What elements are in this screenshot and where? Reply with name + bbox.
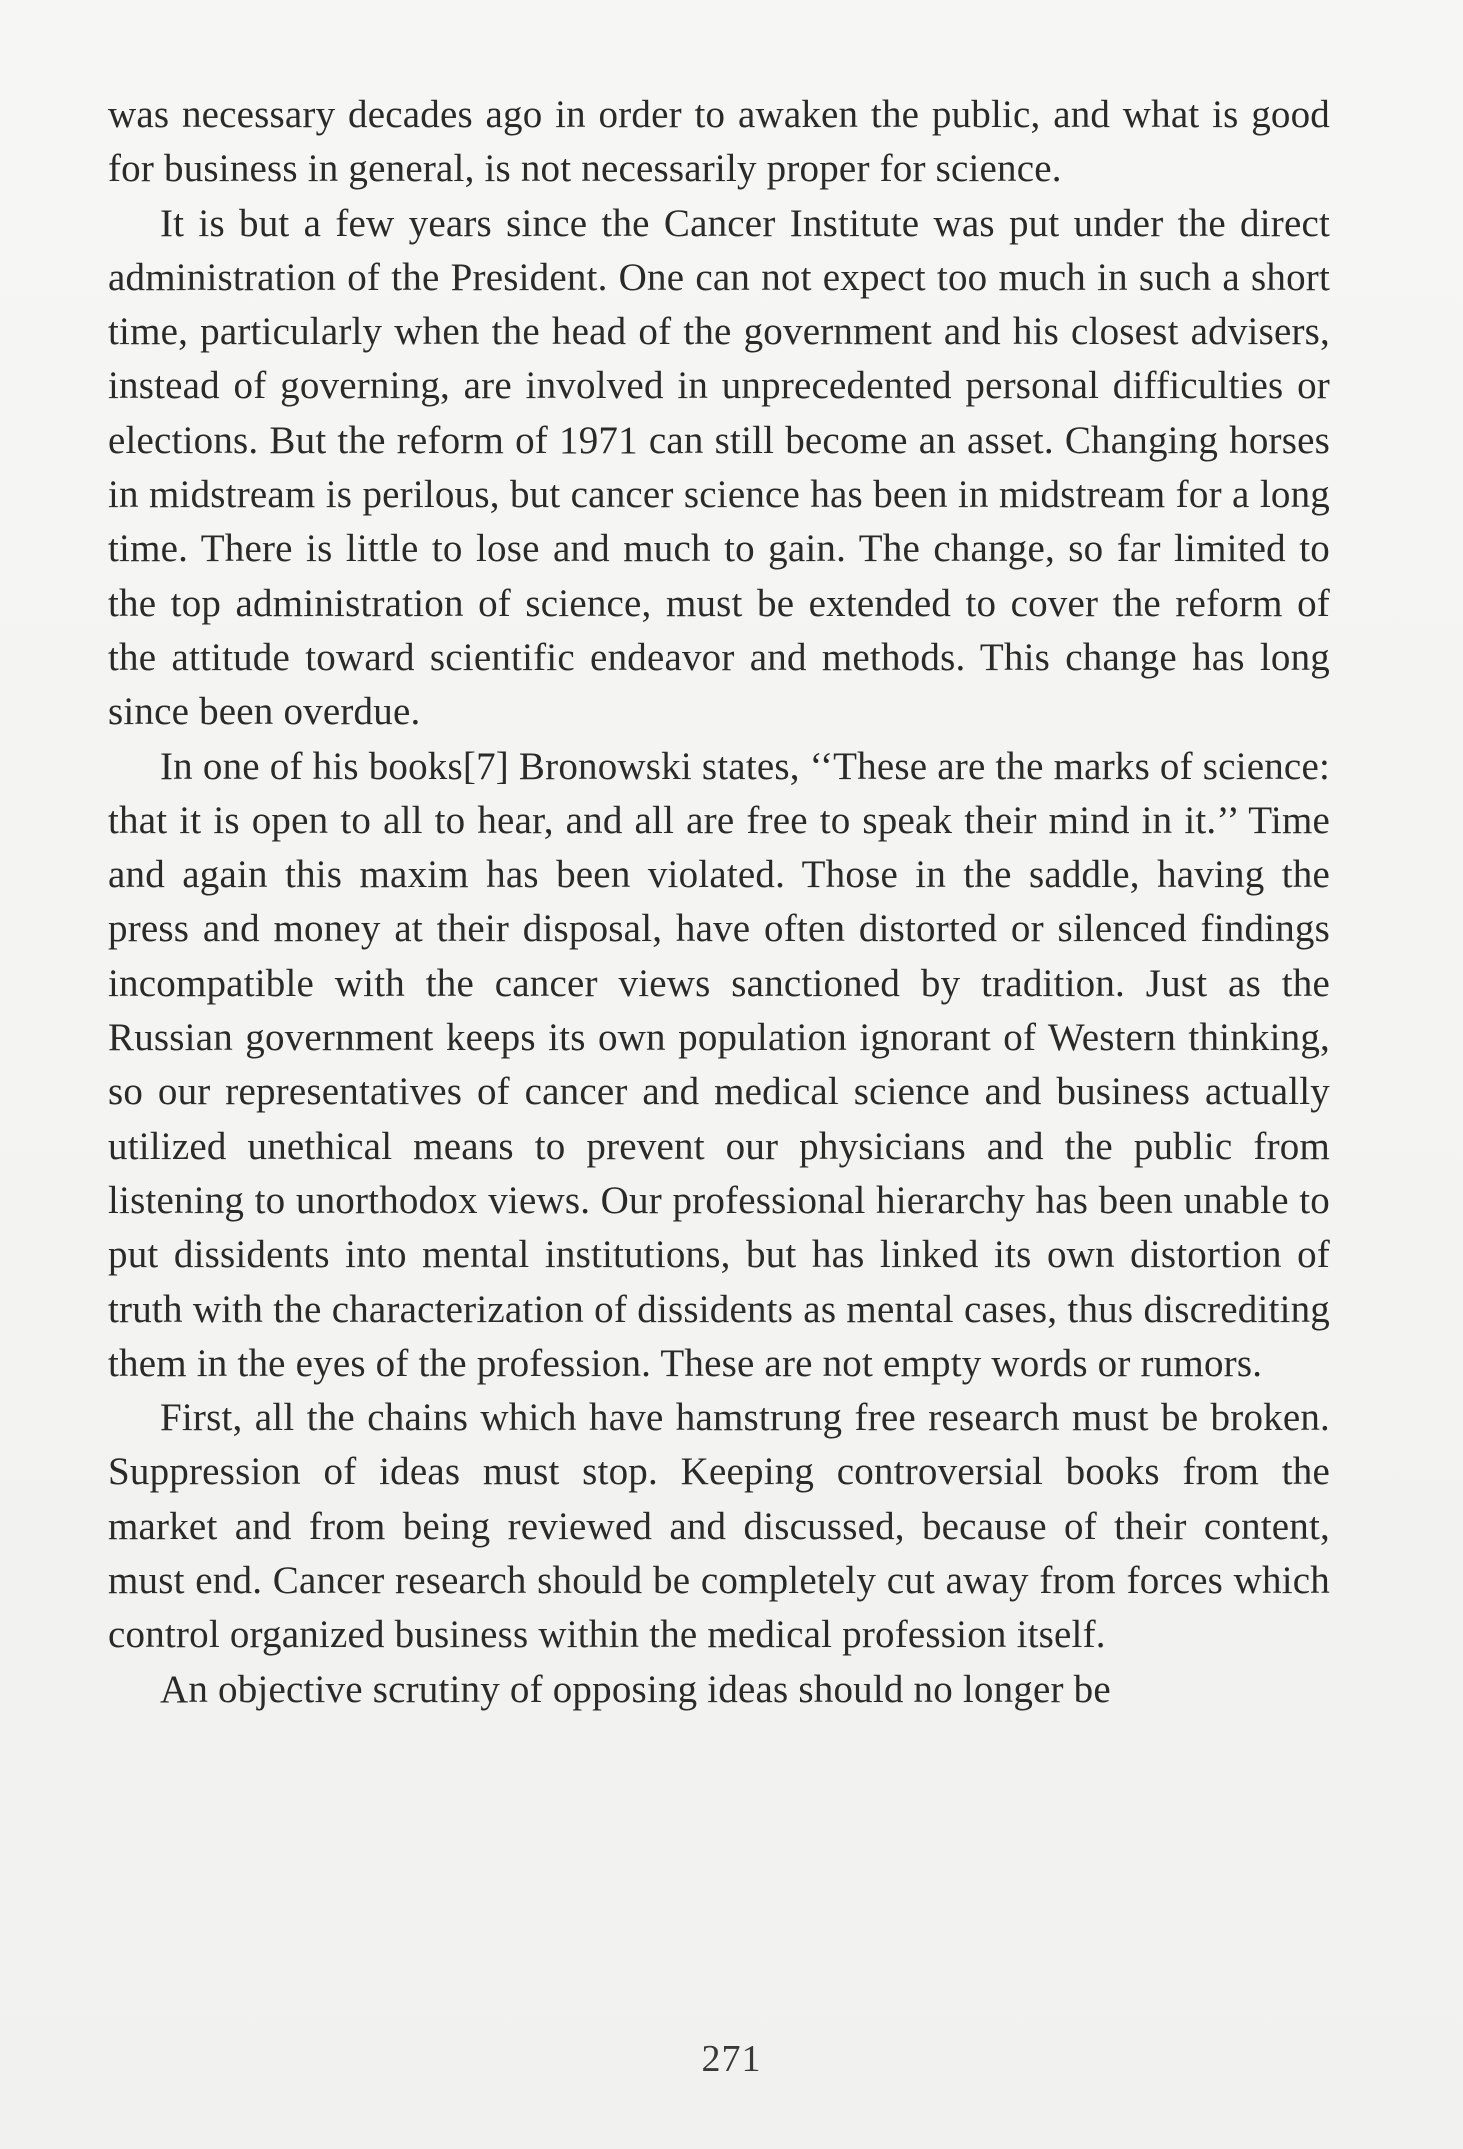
paragraph-continuation: was necessary decades ago in order to awaken the public, and what is good for business in general, is not necessarily proper for science. — [108, 93, 1330, 191]
body-text — [108, 88, 1330, 1717]
page-number: 271 — [701, 2038, 762, 2080]
paragraph-cancer-institute: It is but a few years since the Cancer Institute was put under the direct administration of the President. One can not expect too much in such a short time, particularly when the head of the government and his closest advisers, instead of governing, are involved in unprecedented personal difficulties or elections. But the reform of 1971 can still become an asset. Changing horses in midstream is perilous, but cancer science has been in midstream for a long time. There is little to lose and much to gain. The change, so far limited to the top administration of science, must be extended to cover the reform of the attitude toward scientific endeavor and methods. This change has long since been overdue. — [108, 201, 1330, 734]
paragraph-objective-scrutiny: An objective scrutiny of opposing ideas should no longer be — [160, 1667, 1111, 1711]
paragraph-chains: First, all the chains which have hamstrung free research must be broken. Suppression of ideas must stop. Keeping controversial books from the market and from being reviewed and discussed, because of their content, must end. Cancer research should be completely cut away from forces which control organized business within the medical profession itself. — [108, 1396, 1330, 1657]
paragraph-bronowski: In one of his books[7] Bronowski states, ‘‘These are the marks of science: that it is open to all to hear, and all are free to speak their mind in it.’’ Time and again this maxim has been violated. Those in the saddle, having the press and money at their disposal, have often distorted or silenced findings incompatible with the cancer views sanctioned by tradition. Just as the Russian government keeps its own population ignorant of Western thinking, so our representatives of cancer and medical science and business actually utilized unethical means to prevent our physicians and the public from listening to unorthodox views. Our professional hierarchy has been unable to put dissidents into mental institutions, but has linked its own distortion of truth with the characterization of dissidents as mental cases, thus discrediting them in the eyes of the profession. These are not empty words or rumors. — [108, 744, 1330, 1385]
